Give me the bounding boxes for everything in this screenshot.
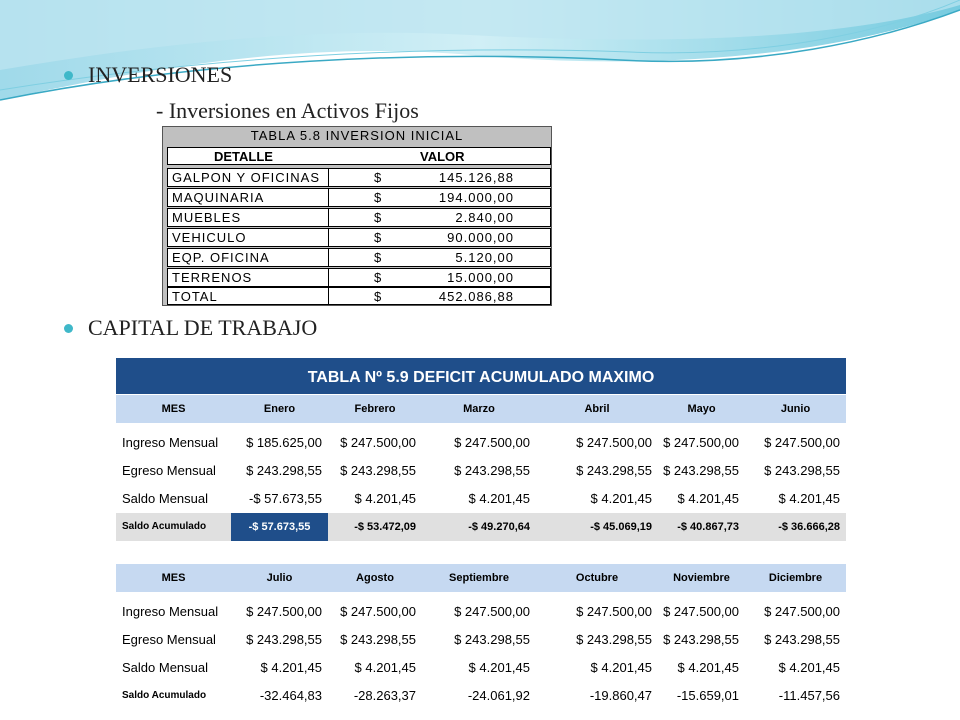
row-label: Saldo Mensual <box>122 491 208 506</box>
table-cell: $ 4.201,45 <box>468 491 530 506</box>
table-cell: -$ 49.270,64 <box>468 521 530 533</box>
currency-symbol: $ <box>374 230 383 245</box>
table-cell: $ 4.201,45 <box>354 660 416 675</box>
row-label: TERRENOS <box>172 270 253 285</box>
bullet-inversiones: INVERSIONES <box>88 62 233 87</box>
table-cell: Septiembre <box>449 572 509 584</box>
currency-symbol: $ <box>374 170 383 185</box>
column-divider <box>328 189 329 206</box>
month-header-row <box>116 395 846 423</box>
column-divider <box>328 209 329 226</box>
table-cell: -28.263,37 <box>353 688 416 703</box>
table-cell: $ 243.298,55 <box>340 632 416 647</box>
table-cell: -24.061,92 <box>467 688 530 703</box>
column-divider <box>328 169 329 186</box>
column-divider <box>328 269 329 286</box>
table-row <box>167 287 551 305</box>
header-wave-decoration <box>0 0 960 120</box>
table-cell: $ 4.201,45 <box>778 491 840 506</box>
table-cell: -$ 57.673,55 <box>248 491 322 506</box>
table-header-row <box>167 147 551 165</box>
table-row <box>167 248 551 267</box>
table-row <box>167 188 551 207</box>
row-label: MES <box>161 403 186 415</box>
row-label: TOTAL <box>172 289 218 304</box>
table-cell: Noviembre <box>673 572 730 584</box>
column-divider <box>328 229 329 246</box>
currency-symbol: $ <box>374 250 383 265</box>
subtitle-activos-fijos: - Inversiones en Activos Fijos <box>156 98 419 123</box>
row-label: Egreso Mensual <box>122 632 216 647</box>
row-label: EQP. OFICINA <box>172 250 270 265</box>
row-value: 194.000,00 <box>438 190 514 205</box>
table-cell: $ 243.298,55 <box>454 463 530 478</box>
table-cell: $ 247.500,00 <box>764 435 840 450</box>
table-part-2 <box>116 564 846 710</box>
accumulated-row <box>116 682 846 710</box>
table-cell: $ 243.298,55 <box>454 632 530 647</box>
table-cell: $ 247.500,00 <box>454 435 530 450</box>
table-cell: -19.860,47 <box>589 688 652 703</box>
table-row <box>167 168 551 187</box>
row-label: MUEBLES <box>172 210 242 225</box>
table-cell: $ 243.298,55 <box>246 632 322 647</box>
row-label: GALPON Y OFICINAS <box>172 170 321 185</box>
table-cell: $ 247.500,00 <box>663 604 739 619</box>
table-row <box>116 598 846 626</box>
table-cell: $ 185.625,00 <box>246 435 322 450</box>
table-cell: $ 243.298,55 <box>246 463 322 478</box>
table-cell: $ 4.201,45 <box>677 660 739 675</box>
table-row <box>116 485 846 513</box>
table-cell: -15.659,01 <box>676 688 739 703</box>
row-label: Egreso Mensual <box>122 463 216 478</box>
table-part-1 <box>116 395 846 541</box>
table-row <box>116 654 846 682</box>
row-label: Ingreso Mensual <box>122 435 219 450</box>
table-cell: Julio <box>266 572 293 584</box>
table-cell: $ 243.298,55 <box>764 632 840 647</box>
table-title: TABLA Nº 5.9 DEFICIT ACUMULADO MAXIMO <box>116 358 846 394</box>
accumulated-row <box>116 513 846 541</box>
table-row <box>116 457 846 485</box>
table-row <box>167 208 551 227</box>
header-detalle: DETALLE <box>214 149 273 164</box>
table-cell: $ 247.500,00 <box>663 435 739 450</box>
table-cell: $ 4.201,45 <box>468 660 530 675</box>
row-value: 90.000,00 <box>447 230 514 245</box>
table-cell: $ 247.500,00 <box>576 604 652 619</box>
row-label: Saldo Acumulado <box>122 690 207 701</box>
table-cell: Febrero <box>354 403 396 415</box>
row-label: VEHICULO <box>172 230 247 245</box>
currency-symbol: $ <box>374 190 383 205</box>
table-row <box>116 626 846 654</box>
table-cell: $ 4.201,45 <box>590 491 652 506</box>
column-divider <box>328 249 329 266</box>
table-cell: -$ 53.472,09 <box>354 521 416 533</box>
table-cell: -11.457,56 <box>778 688 840 703</box>
table-cell: $ 247.500,00 <box>340 604 416 619</box>
table-cell: $ 243.298,55 <box>663 632 739 647</box>
table-cell: -$ 57.673,55 <box>231 513 328 541</box>
table-row <box>167 268 551 287</box>
row-label: MES <box>161 572 186 584</box>
table-cell: Abril <box>584 403 610 415</box>
row-value: 452.086,88 <box>438 289 514 304</box>
table-caption: TABLA 5.8 INVERSION INICIAL <box>250 128 464 143</box>
row-label: Saldo Mensual <box>122 660 208 675</box>
table-cell: $ 4.201,45 <box>354 491 416 506</box>
currency-symbol: $ <box>374 210 383 225</box>
table-cell: Enero <box>263 403 296 415</box>
table-cell: $ 247.500,00 <box>764 604 840 619</box>
table-cell: $ 4.201,45 <box>590 660 652 675</box>
table-cell: $ 243.298,55 <box>576 632 652 647</box>
column-divider <box>328 288 329 304</box>
row-value: 145.126,88 <box>438 170 514 185</box>
row-label: MAQUINARIA <box>172 190 265 205</box>
table-cell: $ 4.201,45 <box>677 491 739 506</box>
header-valor: VALOR <box>420 149 465 164</box>
table-cell: -$ 36.666,28 <box>778 521 840 533</box>
bullet-dot-icon <box>64 71 73 80</box>
table-inversion-inicial <box>162 126 552 306</box>
table-cell: -$ 40.867,73 <box>677 521 739 533</box>
table-cell: Diciembre <box>768 572 823 584</box>
table-cell: Junio <box>780 403 811 415</box>
table-deficit-acumulado <box>116 358 846 394</box>
table-cell: $ 243.298,55 <box>663 463 739 478</box>
row-value: 5.120,00 <box>455 250 514 265</box>
table-cell: -32.464,83 <box>259 688 322 703</box>
row-value: 15.000,00 <box>447 270 514 285</box>
table-cell: Octubre <box>575 572 619 584</box>
row-value: 2.840,00 <box>455 210 514 225</box>
table-row <box>116 429 846 457</box>
currency-symbol: $ <box>374 270 383 285</box>
row-label: Saldo Acumulado <box>122 521 207 532</box>
table-cell: $ 243.298,55 <box>340 463 416 478</box>
table-cell: $ 247.500,00 <box>576 435 652 450</box>
bullet-capital-trabajo: CAPITAL DE TRABAJO <box>88 315 318 340</box>
table-cell: $ 243.298,55 <box>764 463 840 478</box>
table-row <box>167 228 551 247</box>
table-cell: -$ 45.069,19 <box>590 521 652 533</box>
table-cell: $ 4.201,45 <box>778 660 840 675</box>
table-cell: $ 243.298,55 <box>576 463 652 478</box>
row-label: Ingreso Mensual <box>122 604 219 619</box>
table-cell: Marzo <box>463 403 495 415</box>
table-cell: $ 247.500,00 <box>454 604 530 619</box>
table-cell: Mayo <box>687 403 716 415</box>
bullet-dot-icon <box>64 324 73 333</box>
table-cell: Agosto <box>356 572 394 584</box>
month-header-row <box>116 564 846 592</box>
table-cell: $ 4.201,45 <box>260 660 322 675</box>
table-cell: $ 247.500,00 <box>246 604 322 619</box>
currency-symbol: $ <box>374 289 383 304</box>
table-cell: $ 247.500,00 <box>340 435 416 450</box>
